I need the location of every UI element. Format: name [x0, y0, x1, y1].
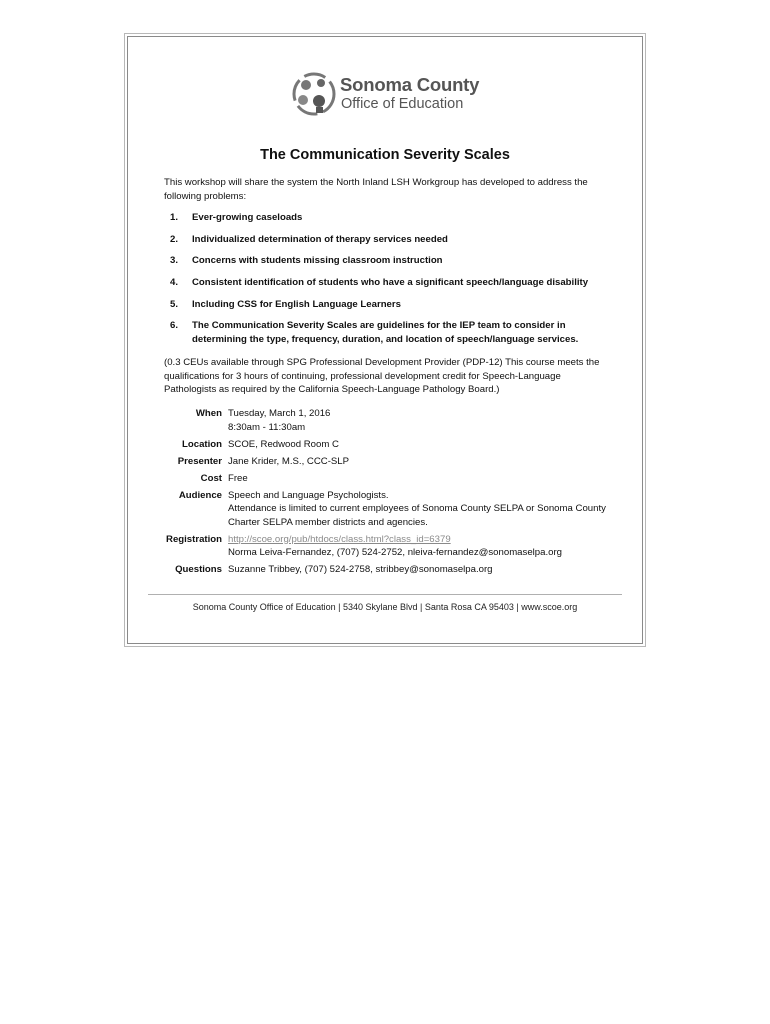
- flyer-page: [127, 36, 643, 644]
- presenter-row: [164, 455, 614, 469]
- footer-text: Sonoma County Office of Education | 5340 Skylane Blvd | Santa Rosa CA 95403 | www.scoe.org: [192, 602, 578, 612]
- event-details: [164, 407, 614, 580]
- list-number: 3.: [170, 255, 179, 267]
- list-number: 2.: [170, 233, 179, 245]
- presenter-value: Jane Krider, M.S., CCC-SLP: [228, 455, 350, 467]
- location-row: [164, 438, 614, 452]
- registration-label: Registration: [166, 533, 222, 545]
- when-label: When: [195, 408, 222, 419]
- list-item: [164, 298, 614, 312]
- footer-divider: [148, 594, 622, 595]
- cost-row: [164, 472, 614, 486]
- audience-value: Speech and Language Psychologists.: [228, 489, 389, 501]
- cost-label: Cost: [200, 472, 222, 484]
- when-row: [164, 407, 614, 434]
- when-time: 8:30am - 11:30am: [228, 421, 306, 433]
- intro-paragraph: This workshop will share the system the North Inland LSH Workgroup has developed to address the following problems:: [164, 177, 588, 202]
- list-number: 4.: [170, 277, 179, 289]
- location-label: Location: [182, 438, 222, 450]
- list-number: 5.: [170, 298, 179, 310]
- logo-name: Sonoma County: [340, 74, 480, 95]
- questions-label: Questions: [175, 564, 222, 575]
- list-item: [164, 233, 614, 247]
- page-title: The Communication Severity Scales: [260, 147, 510, 163]
- problems-list: [164, 211, 614, 355]
- audience-row: [164, 489, 614, 530]
- audience-note: Attendance is limited to current employees of Sonoma County SELPA or Sonoma County Charter SELPA member districts and agencies.: [228, 503, 606, 528]
- list-item: [164, 276, 614, 290]
- list-text: Consistent identification of students who have a significant speech/language disability: [192, 277, 589, 289]
- audience-label: Audience: [178, 489, 222, 501]
- list-text: The Communication Severity Scales are guidelines for the IEP team to consider in determining the type, frequency, duration, and location of speech/language services.: [192, 320, 579, 345]
- registration-link[interactable]: http://scoe.org/pub/htdocs/class.html?class_id=6379: [228, 533, 451, 545]
- logo-subtitle: Office of Education: [341, 96, 464, 112]
- questions-row: [164, 563, 614, 577]
- organization-logo: [291, 69, 491, 119]
- people-circle-logo-icon: [291, 71, 337, 117]
- list-number: 1.: [170, 212, 179, 223]
- registration-row: [164, 533, 614, 560]
- cost-value: Free: [228, 472, 248, 484]
- list-text: Individualized determination of therapy services needed: [192, 233, 448, 245]
- list-item: [164, 254, 614, 268]
- list-number: 6.: [170, 320, 179, 332]
- list-item: [164, 211, 614, 225]
- when-date: Tuesday, March 1, 2016: [228, 408, 331, 419]
- questions-value: Suzanne Tribbey, (707) 524-2758, stribbey@sonomaselpa.org: [228, 564, 493, 575]
- list-text: Ever-growing caseloads: [192, 212, 303, 223]
- location-value: SCOE, Redwood Room C: [228, 438, 339, 450]
- list-text: Including CSS for English Language Learners: [192, 298, 401, 310]
- registration-contact: Norma Leiva-Fernandez, (707) 524-2752, nleiva-fernandez@sonomaselpa.org: [228, 547, 562, 558]
- presenter-label: Presenter: [177, 455, 222, 467]
- ceu-note: (0.3 CEUs available through SPG Professional Development Provider (PDP-12) This course meets the qualifications for 3 hours of continuing, professional development credit for Speech-Language Pathologists as required by the California Speech-Language Pathology Board.): [164, 357, 600, 395]
- list-item: [164, 319, 614, 346]
- list-text: Concerns with students missing classroom instruction: [192, 255, 443, 267]
